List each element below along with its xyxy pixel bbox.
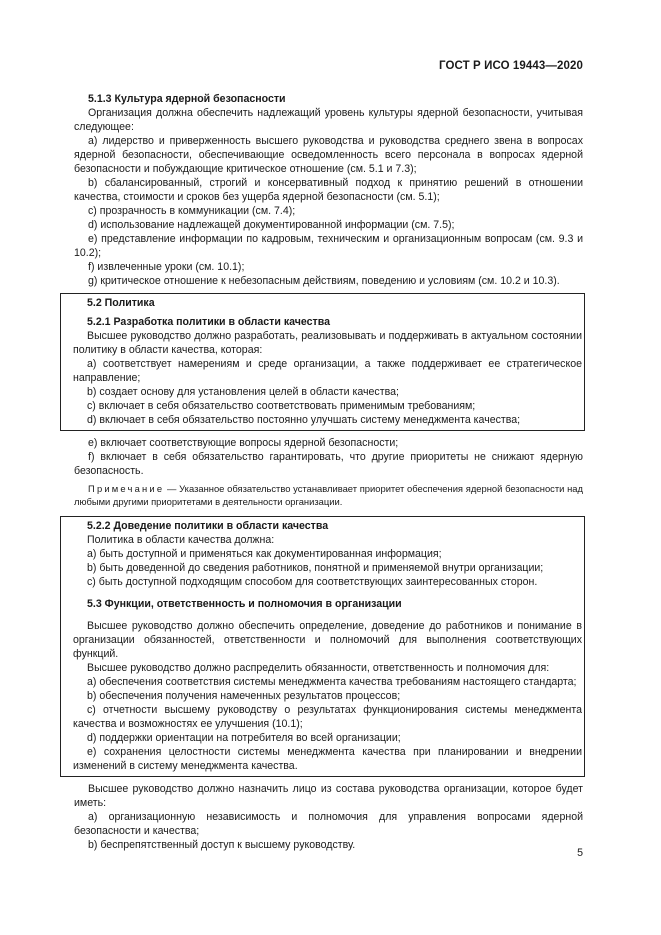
list-item: a) быть доступной и применяться как документированная информация; [87,548,442,560]
list-item: e) представление информации по кадровым, техническим и организационным вопросам (см. 9.3 и 10.2); [74,233,583,259]
list-item: c) отчетности высшему руководству о результатах функционирования системы менеджмента качества и возможностях ее улучшения (10.1); [73,704,582,730]
list-item: e) сохранения целостности системы менеджмента качества при планировании и внедрении изменений в систему менеджмента качества. [73,746,582,772]
list-item: g) критическое отношение к небезопасным действиям, поведению и условиям (см. 10.2 и 10.3). [88,275,560,287]
list-item: b) быть доведенной до сведения работников, понятной и применяемой внутри организации; [87,562,544,574]
section-5-2-1-title: 5.2.1 Разработка политики в области качества [87,316,331,328]
list-item: a) обеспечения соответствия системы менеджмента качества требованиям настоящего стандарта; [87,676,577,688]
page-number: 5 [577,847,583,859]
section-5-3-paragraph: Высшее руководство должно назначить лицо из состава руководства организации, которое будет иметь: [74,783,583,809]
list-item: f) извлеченные уроки (см. 10.1); [88,261,245,273]
note-label: Примечание [88,483,165,494]
list-item: c) быть доступной подходящим способом для соответствующих заинтересованных сторон. [87,576,538,588]
list-item: d) включает в себя обязательство постоянно улучшать систему менеджмента качества; [87,414,521,426]
section-5-1-3-intro: Организация должна обеспечить надлежащий уровень культуры ядерной безопасности, учитывая следующее: [74,107,583,133]
section-5-1-3-title: 5.1.3 Культура ядерной безопасности [88,93,286,105]
section-5-2-2-intro: Политика в области качества должна: [87,534,275,546]
list-item: b) беспрепятственный доступ к высшему руководству. [88,839,356,851]
list-item: a) лидерство и приверженность высшего руководства и руководства среднего звена в вопросах ядерной безопасности, обеспечивающие осведомленность всего персонала в вопросах ядерной безопасности и побуждающие критическое отношение (см. 5.1 и 7.3); [74,135,583,175]
standard-header: ГОСТ Р ИСО 19443—2020 [438,60,583,72]
section-5-3-title: 5.3 Функции, ответственность и полномочия в организации [87,598,402,610]
list-item: f) включает в себя обязательство гарантировать, что другие приоритеты не снижают ядерную безопасность. [74,451,583,477]
list-item: a) организационную независимость и полномочия для управления вопросами ядерной безопасности и качества; [74,811,583,837]
list-item: c) прозрачность в коммуникации (см. 7.4); [88,205,296,217]
iso-text-frame [60,516,585,777]
section-5-3-paragraph: Высшее руководство должно распределить обязанности, ответственность и полномочия для: [87,662,550,674]
list-item: d) поддержки ориентации на потребителя во всей организации; [87,732,401,744]
list-item: b) создает основу для установления целей в области качества; [87,386,399,398]
list-item: a) соответствует намерениям и среде организации, а также поддерживает ее стратегическое направление; [73,358,582,384]
note-text: — Указанное обязательство устанавливает приоритет обеспечения ядерной безопасности над любыми другими приоритетами в деятельности организации. [74,483,583,507]
document-body [74,92,583,852]
list-item: d) использование надлежащей документированной информации (см. 7.5); [88,219,455,231]
list-item: e) включает соответствующие вопросы ядерной безопасности; [88,437,399,449]
iso-text-frame [60,293,585,431]
section-5-2-2-title: 5.2.2 Доведение политики в области качества [87,520,329,532]
note [74,483,583,508]
list-item: c) включает в себя обязательство соответствовать применимым требованиям; [87,400,476,412]
section-5-2-1-intro: Высшее руководство должно разработать, реализовывать и поддерживать в актуальном состоянии политику в области качества, которая: [73,330,582,356]
section-5-3-paragraph: Высшее руководство должно обеспечить определение, доведение до работников и понимание в организации обязанностей, ответственности и полномочий для выполнения соответствующих функций. [73,620,582,660]
section-5-2-title: 5.2 Политика [87,297,155,309]
list-item: b) сбалансированный, строгий и консервативный подход к принятию решений в отношении качества, стоимости и сроков без ущерба ядерной безопасности (см. 5.1); [74,177,583,203]
list-item: b) обеспечения получения намеченных результатов процессов; [87,690,401,702]
